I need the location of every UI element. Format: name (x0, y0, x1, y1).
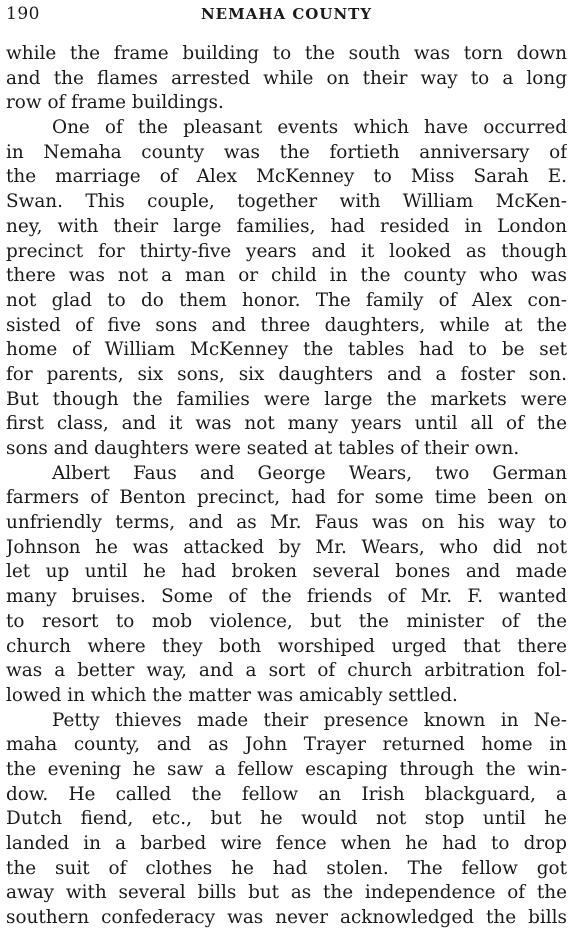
text-line: Johnson he was attacked by Mr. Wears, who did not (6, 536, 567, 558)
text-line: dow. He called the fellow an Irish blackguard, a (6, 783, 567, 805)
text-line: Dutch fiend, etc., but he would not stop until he (6, 808, 567, 830)
text-line: for parents, six sons, six daughters and a foster son. (6, 363, 567, 385)
text-line: the suit of clothes he had stolen. The fellow got (6, 857, 567, 879)
text-line: the evening he saw a fellow escaping through the win- (6, 758, 567, 780)
text-line: the marriage of Alex McKenney to Miss Sarah E. (6, 166, 567, 188)
paragraph (6, 462, 567, 709)
text-line: unfriendly terms, and as Mr. Faus was on his way to (6, 512, 567, 534)
text-line: farmers of Benton precinct, had for some time been on (6, 487, 567, 509)
text-line: first class, and it was not many years until all of the (6, 413, 567, 435)
body-text (6, 42, 567, 931)
text-line: sons and daughters were seated at tables of their own. (6, 438, 520, 459)
text-line: church where they both worshiped urged that there (6, 635, 567, 657)
text-line: Albert Faus and George Wears, two German (52, 462, 567, 484)
text-line: while the frame building to the south was torn down (6, 43, 567, 64)
page-header (6, 4, 567, 26)
text-line: Swan. This couple, together with William McKen- (6, 191, 567, 213)
text-line: maha county, and as John Trayer returned home in (6, 734, 567, 756)
text-line: there was not a man or child in the county who was (6, 265, 567, 287)
text-line: sisted of five sons and three daughters, while at the (6, 314, 567, 336)
text-line: One of the pleasant events which have occurred (52, 117, 567, 139)
text-line: was a better way, and a sort of church arbitration fol- (6, 660, 567, 682)
text-line: Petty thieves made their presence known in Ne- (52, 709, 567, 731)
text-line: precinct for thirty-five years and it looked as though (6, 240, 567, 262)
text-line: southern confederacy was never acknowledged the bills (6, 907, 567, 929)
text-line: landed in a barbed wire fence when he had to drop (6, 833, 567, 854)
text-line: But though the families were large the markets were (6, 388, 567, 410)
text-line: row of frame buildings. (6, 92, 224, 114)
text-line: many bruises. Some of the friends of Mr. F. wanted (6, 586, 567, 608)
text-line: let up until he had broken several bones and made (6, 561, 567, 583)
running-head: NEMAHA COUNTY (200, 5, 373, 23)
text-line: in Nemaha county was the fortieth anniversary of (6, 141, 567, 163)
text-line: ney, with their large families, had resided in London (6, 215, 567, 237)
text-line: and the flames arrested while on their way to a long (6, 67, 567, 89)
text-line: to resort to mob violence, but the minister of the (6, 610, 567, 632)
text-line: not glad to do them honor. The family of Alex con- (6, 289, 567, 311)
text-line: home of William McKenney the tables had to be set (6, 339, 567, 361)
text-line: lowed in which the matter was amicably settled. (6, 684, 458, 706)
paragraph (6, 709, 567, 931)
paragraph (6, 116, 567, 462)
paragraph (6, 42, 567, 116)
page-number: 190 (6, 4, 40, 24)
text-line: away with several bills but as the independence of the (6, 882, 567, 904)
